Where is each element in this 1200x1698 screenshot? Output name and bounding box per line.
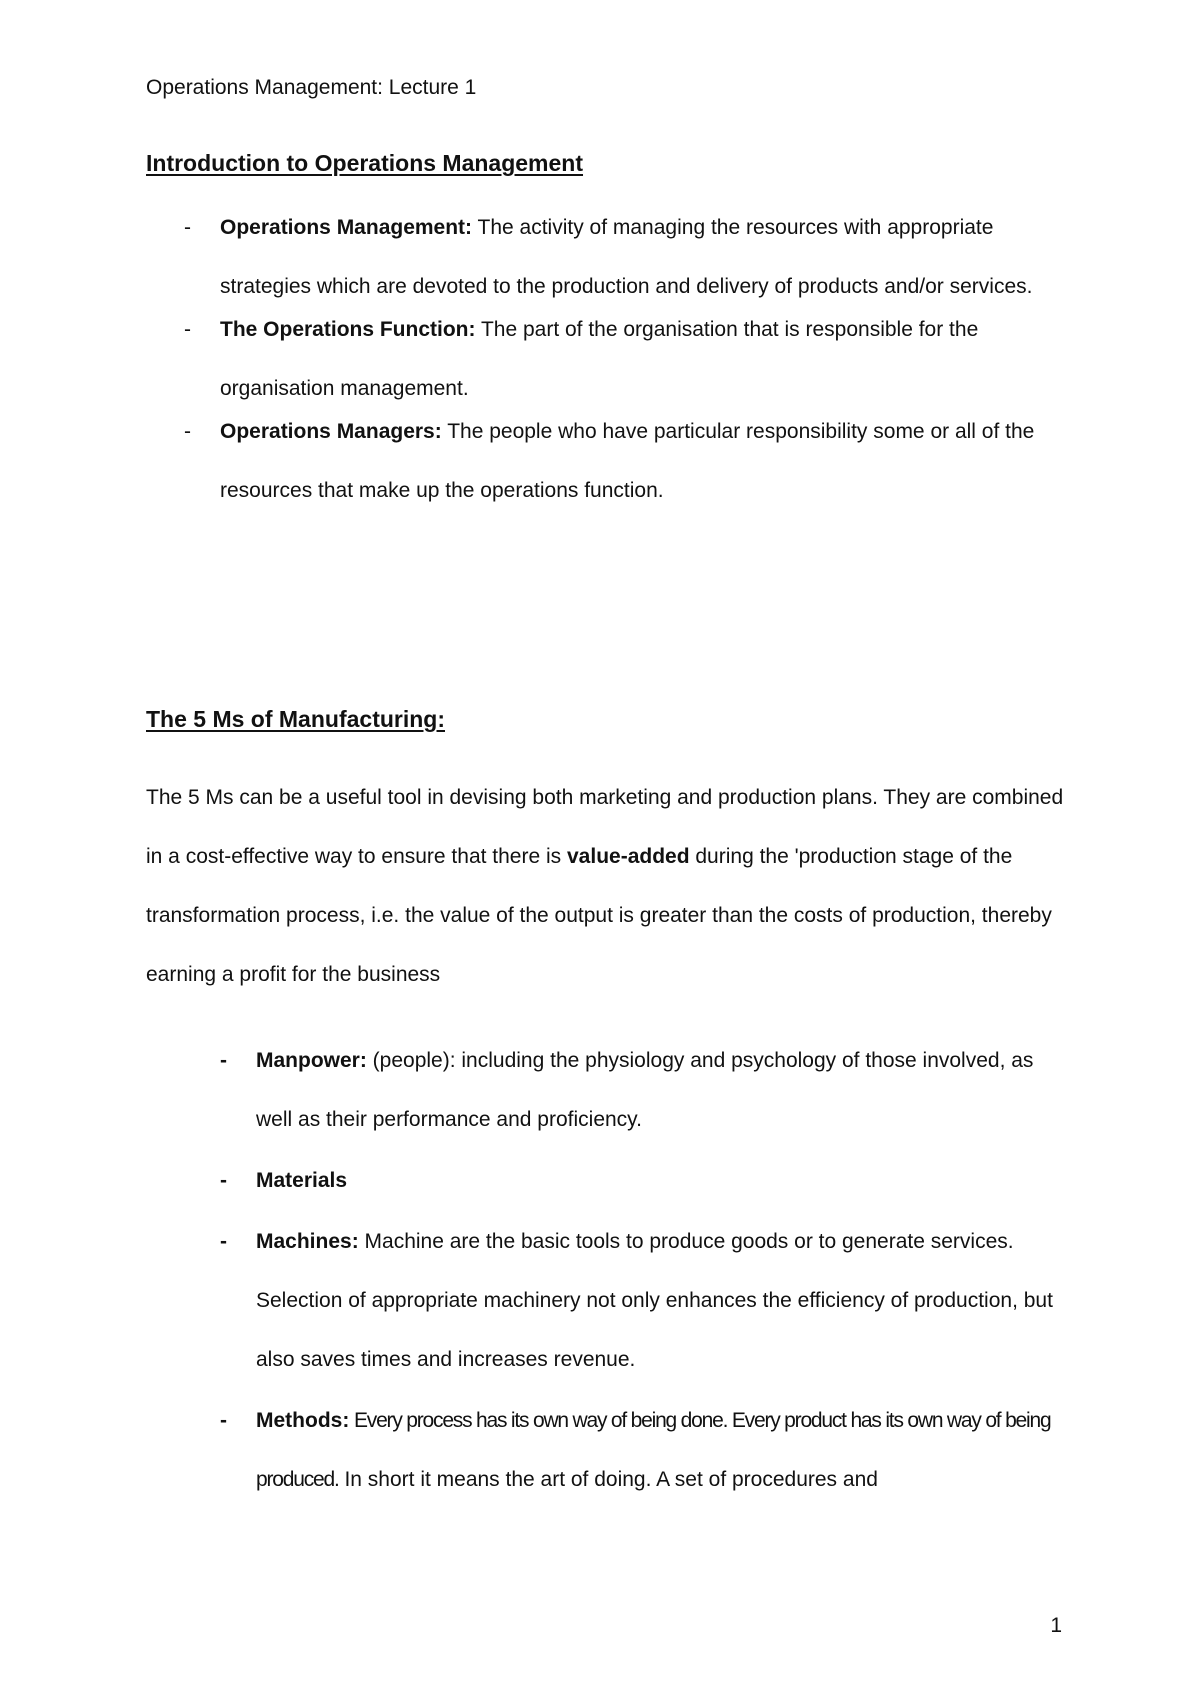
definition-list bbox=[146, 214, 1066, 520]
five-ms-list bbox=[146, 1031, 1066, 1511]
section-heading-introduction: Introduction to Operations Management bbox=[146, 150, 584, 176]
definition-item-operations-management bbox=[146, 198, 1066, 316]
ms-text: (people): including the physiology and psychology of those involved, as well as their performance and proficiency. bbox=[256, 1049, 1034, 1131]
ms-item-methods bbox=[146, 1391, 1066, 1509]
definition-term: Operations Managers: bbox=[220, 420, 442, 443]
bullet-dash: - bbox=[184, 216, 191, 239]
ms-term: Methods: bbox=[256, 1409, 350, 1432]
ms-term: Machines: bbox=[256, 1230, 359, 1253]
definition-text: The part of the organisation that is responsible for the organisation management. bbox=[220, 318, 979, 400]
definition-term: Operations Management: bbox=[220, 216, 473, 239]
bullet-dash: - bbox=[220, 1409, 227, 1432]
intro-paragraph bbox=[146, 768, 1066, 1004]
ms-term: Manpower: bbox=[256, 1049, 367, 1072]
ms-item-materials bbox=[146, 1151, 1066, 1210]
bullet-dash: - bbox=[184, 318, 191, 341]
value-added-emphasis: value-added bbox=[567, 845, 690, 868]
bullet-dash: - bbox=[220, 1230, 227, 1253]
page-number: 1 bbox=[1050, 1614, 1062, 1637]
bullet-dash: - bbox=[220, 1169, 227, 1192]
running-header: Operations Management: Lecture 1 bbox=[146, 76, 477, 99]
ms-item-machines bbox=[146, 1212, 1066, 1389]
paragraph-text: The 5 Ms can be a useful tool in devising both marketing and production plans. They are combined in a cost-effective way to ensure that there is bbox=[146, 786, 1064, 868]
section-heading-5ms: The 5 Ms of Manufacturing: bbox=[146, 706, 445, 732]
bullet-dash: - bbox=[184, 420, 191, 443]
definition-text: The activity of managing the resources with appropriate strategies which are devoted to the production and delivery of products and/or services. bbox=[220, 216, 1033, 298]
ms-item-manpower bbox=[146, 1031, 1066, 1149]
ms-text-condensed: Every process has its own way of being done. Every product has its own way of being produced. bbox=[256, 1409, 1051, 1491]
ms-term: Materials bbox=[256, 1169, 348, 1192]
definition-item-operations-managers bbox=[146, 402, 1066, 520]
ms-text: Machine are the basic tools to produce goods or to generate services. Selection of appropriate machinery not only enhances the efficiency of production, but also saves times and increases revenue. bbox=[256, 1230, 1053, 1371]
bullet-dash: - bbox=[220, 1049, 227, 1072]
ms-text: In short it means the art of doing. A set of procedures and bbox=[338, 1468, 878, 1491]
paragraph-text-continued: during the 'production stage of the transformation process, i.e. the value of the output is greater than the costs of production, thereby earning a profit for the business bbox=[146, 845, 1052, 986]
definition-term: The Operations Function: bbox=[220, 318, 476, 341]
definition-item-operations-function bbox=[146, 300, 1066, 418]
definition-text: The people who have particular responsibility some or all of the resources that make up the operations function. bbox=[220, 420, 1035, 502]
